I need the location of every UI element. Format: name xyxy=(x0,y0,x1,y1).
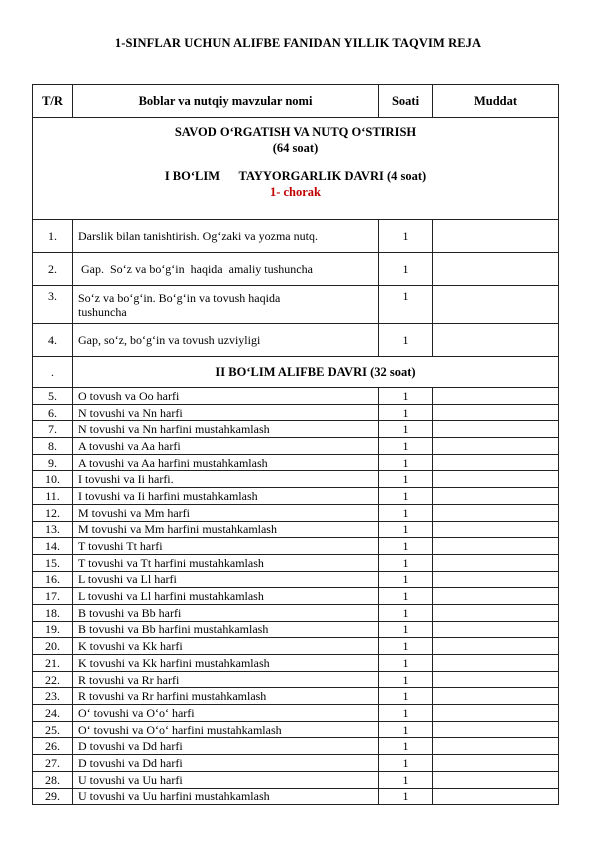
table-row xyxy=(33,571,559,588)
row-number: 7. xyxy=(33,421,73,438)
row-topic: D tovushi va Dd harfi xyxy=(73,755,379,772)
row-topic: M tovushi va Mm harfi xyxy=(73,504,379,521)
row-topic: I tovushi va Ii harfini mustahkamlash xyxy=(73,488,379,505)
row-number: 27. xyxy=(33,755,73,772)
row-number: 15. xyxy=(33,554,73,571)
table-row xyxy=(33,621,559,638)
row-number: 5. xyxy=(33,388,73,405)
row-topic: A tovushi va Aa harfini mustahkamlash xyxy=(73,454,379,471)
row-topic: R tovushi va Rr harfini mustahkamlash xyxy=(73,688,379,705)
header-hours: Soati xyxy=(379,85,433,118)
table-row xyxy=(33,688,559,705)
row-topic: K tovushi va Kk harfini mustahkamlash xyxy=(73,655,379,672)
row-hours: 1 xyxy=(379,705,433,722)
row-number: 22. xyxy=(33,671,73,688)
row-hours: 1 xyxy=(379,755,433,772)
row-topic: O‘ tovushi va O‘o‘ harfi xyxy=(73,705,379,722)
row-duration xyxy=(433,471,559,488)
row-hours: 1 xyxy=(379,788,433,805)
row-hours: 1 xyxy=(379,604,433,621)
row-topic: M tovushi va Mm harfini mustahkamlash xyxy=(73,521,379,538)
section-row xyxy=(33,118,559,220)
row-duration xyxy=(433,324,559,357)
row-topic: O‘ tovushi va O‘o‘ harfini mustahkamlash xyxy=(73,721,379,738)
row-hours: 1 xyxy=(379,521,433,538)
row-duration xyxy=(433,755,559,772)
row-hours: 1 xyxy=(379,454,433,471)
row-duration xyxy=(433,721,559,738)
row-duration xyxy=(433,788,559,805)
row-topic: U tovushi va Uu harfi xyxy=(73,771,379,788)
table-row xyxy=(33,771,559,788)
section-title: SAVOD O‘RGATISH VA NUTQ O‘STIRISH xyxy=(174,125,417,139)
table-row xyxy=(33,438,559,455)
row-duration xyxy=(433,655,559,672)
row-number: 14. xyxy=(33,538,73,555)
row-topic: D tovushi va Dd harfi xyxy=(73,738,379,755)
row-duration xyxy=(433,638,559,655)
plan-table xyxy=(32,84,559,805)
table-row xyxy=(33,705,559,722)
table-row xyxy=(33,655,559,672)
table-row xyxy=(33,604,559,621)
row-duration xyxy=(433,588,559,605)
row-duration xyxy=(433,388,559,405)
row-number: 13. xyxy=(33,521,73,538)
row-duration xyxy=(433,220,559,253)
row-duration xyxy=(433,538,559,555)
row-number: 20. xyxy=(33,638,73,655)
row-hours: 1 xyxy=(379,404,433,421)
table-row xyxy=(33,554,559,571)
row-number: 24. xyxy=(33,705,73,722)
table-row xyxy=(33,755,559,772)
row-duration xyxy=(433,286,559,324)
row-topic: Gap, so‘z, bo‘g‘in va tovush uzviyligi xyxy=(73,324,379,357)
section-heading xyxy=(33,118,559,220)
row-topic: R tovushi va Rr harfi xyxy=(73,671,379,688)
row-hours: 1 xyxy=(379,388,433,405)
table-row xyxy=(33,788,559,805)
row-duration xyxy=(433,554,559,571)
row-topic: A tovushi va Aa harfi xyxy=(73,438,379,455)
table-row xyxy=(33,388,559,405)
row-number: 1. xyxy=(33,220,73,253)
part2-number: . xyxy=(33,357,73,388)
row-number: 16. xyxy=(33,571,73,588)
row-duration xyxy=(433,621,559,638)
row-hours: 1 xyxy=(379,588,433,605)
row-hours: 1 xyxy=(379,504,433,521)
row-duration xyxy=(433,421,559,438)
row-hours: 1 xyxy=(379,438,433,455)
table-row xyxy=(33,638,559,655)
table-row xyxy=(33,220,559,253)
table-row xyxy=(33,504,559,521)
row-duration xyxy=(433,404,559,421)
header-duration: Muddat xyxy=(433,85,559,118)
row-hours: 1 xyxy=(379,253,433,286)
row-topic: So‘z va bo‘g‘in. Bo‘g‘in va tovush haqida tushuncha xyxy=(73,286,379,324)
quarter-label: 1- chorak xyxy=(269,185,322,199)
row-duration xyxy=(433,738,559,755)
row-hours: 1 xyxy=(379,471,433,488)
row-topic: B tovushi va Bb harfi xyxy=(73,604,379,621)
header-tr: T/R xyxy=(33,85,73,118)
row-number: 25. xyxy=(33,721,73,738)
table-row xyxy=(33,286,559,324)
table-row xyxy=(33,324,559,357)
row-number: 12. xyxy=(33,504,73,521)
row-hours: 1 xyxy=(379,421,433,438)
table-row xyxy=(33,253,559,286)
row-topic: K tovushi va Kk harfi xyxy=(73,638,379,655)
table-row xyxy=(33,454,559,471)
row-hours: 1 xyxy=(379,220,433,253)
row-topic: T tovushi Tt harfi xyxy=(73,538,379,555)
table-row xyxy=(33,738,559,755)
row-topic: N tovushi va Nn harfini mustahkamlash xyxy=(73,421,379,438)
row-topic: U tovushi va Uu harfini mustahkamlash xyxy=(73,788,379,805)
row-number: 9. xyxy=(33,454,73,471)
row-number: 11. xyxy=(33,488,73,505)
header-topic: Boblar va nutqiy mavzular nomi xyxy=(73,85,379,118)
row-duration xyxy=(433,438,559,455)
row-hours: 1 xyxy=(379,286,433,324)
row-number: 19. xyxy=(33,621,73,638)
row-hours: 1 xyxy=(379,655,433,672)
row-number: 3. xyxy=(33,286,73,324)
row-number: 18. xyxy=(33,604,73,621)
row-number: 26. xyxy=(33,738,73,755)
table-row xyxy=(33,488,559,505)
part1-title: I BO‘LIM TAYYORGARLIK DAVRI (4 soat) xyxy=(164,169,427,183)
row-hours: 1 xyxy=(379,671,433,688)
row-topic: T tovushi va Tt harfini mustahkamlash xyxy=(73,554,379,571)
table-row xyxy=(33,671,559,688)
table-row xyxy=(33,521,559,538)
table-row xyxy=(33,404,559,421)
row-number: 29. xyxy=(33,788,73,805)
row-hours: 1 xyxy=(379,571,433,588)
row-duration xyxy=(433,705,559,722)
row-topic: Darslik bilan tanishtirish. Og‘zaki va yozma nutq. xyxy=(73,220,379,253)
row-topic: B tovushi va Bb harfini mustahkamlash xyxy=(73,621,379,638)
row-hours: 1 xyxy=(379,324,433,357)
row-number: 2. xyxy=(33,253,73,286)
row-number: 28. xyxy=(33,771,73,788)
row-hours: 1 xyxy=(379,688,433,705)
table-row xyxy=(33,471,559,488)
row-duration xyxy=(433,771,559,788)
row-topic: L tovushi va Ll harfi xyxy=(73,571,379,588)
document-title: 1-SINFLAR UCHUN ALIFBE FANIDAN YILLIK TAQVIM REJA xyxy=(114,36,482,50)
header-row xyxy=(33,85,559,118)
row-duration xyxy=(433,604,559,621)
row-number: 17. xyxy=(33,588,73,605)
table-row xyxy=(33,538,559,555)
row-duration xyxy=(433,488,559,505)
row-duration xyxy=(433,688,559,705)
row-duration xyxy=(433,671,559,688)
row-topic: L tovushi va Ll harfini mustahkamlash xyxy=(73,588,379,605)
row-topic: O tovush va Oo harfi xyxy=(73,388,379,405)
row-number: 10. xyxy=(33,471,73,488)
row-duration xyxy=(433,504,559,521)
row-hours: 1 xyxy=(379,554,433,571)
row-hours: 1 xyxy=(379,638,433,655)
row-number: 21. xyxy=(33,655,73,672)
row-topic: N tovushi va Nn harfi xyxy=(73,404,379,421)
row-hours: 1 xyxy=(379,771,433,788)
row-topic: I tovushi va Ii harfi. xyxy=(73,471,379,488)
table-row xyxy=(33,588,559,605)
row-number: 8. xyxy=(33,438,73,455)
row-duration xyxy=(433,253,559,286)
row-duration xyxy=(433,521,559,538)
row-duration xyxy=(433,454,559,471)
row-number: 23. xyxy=(33,688,73,705)
table-row xyxy=(33,721,559,738)
row-hours: 1 xyxy=(379,621,433,638)
table-row xyxy=(33,421,559,438)
part2-row xyxy=(33,357,559,388)
row-duration xyxy=(433,571,559,588)
part2-heading: II BO‘LIM ALIFBE DAVRI (32 soat) xyxy=(73,357,559,388)
row-topic: Gap. So‘z va bo‘g‘in haqida amaliy tushuncha xyxy=(73,253,379,286)
row-number: 4. xyxy=(33,324,73,357)
section-hours: (64 soat) xyxy=(272,141,319,155)
row-hours: 1 xyxy=(379,738,433,755)
row-hours: 1 xyxy=(379,721,433,738)
row-hours: 1 xyxy=(379,538,433,555)
row-hours: 1 xyxy=(379,488,433,505)
row-number: 6. xyxy=(33,404,73,421)
